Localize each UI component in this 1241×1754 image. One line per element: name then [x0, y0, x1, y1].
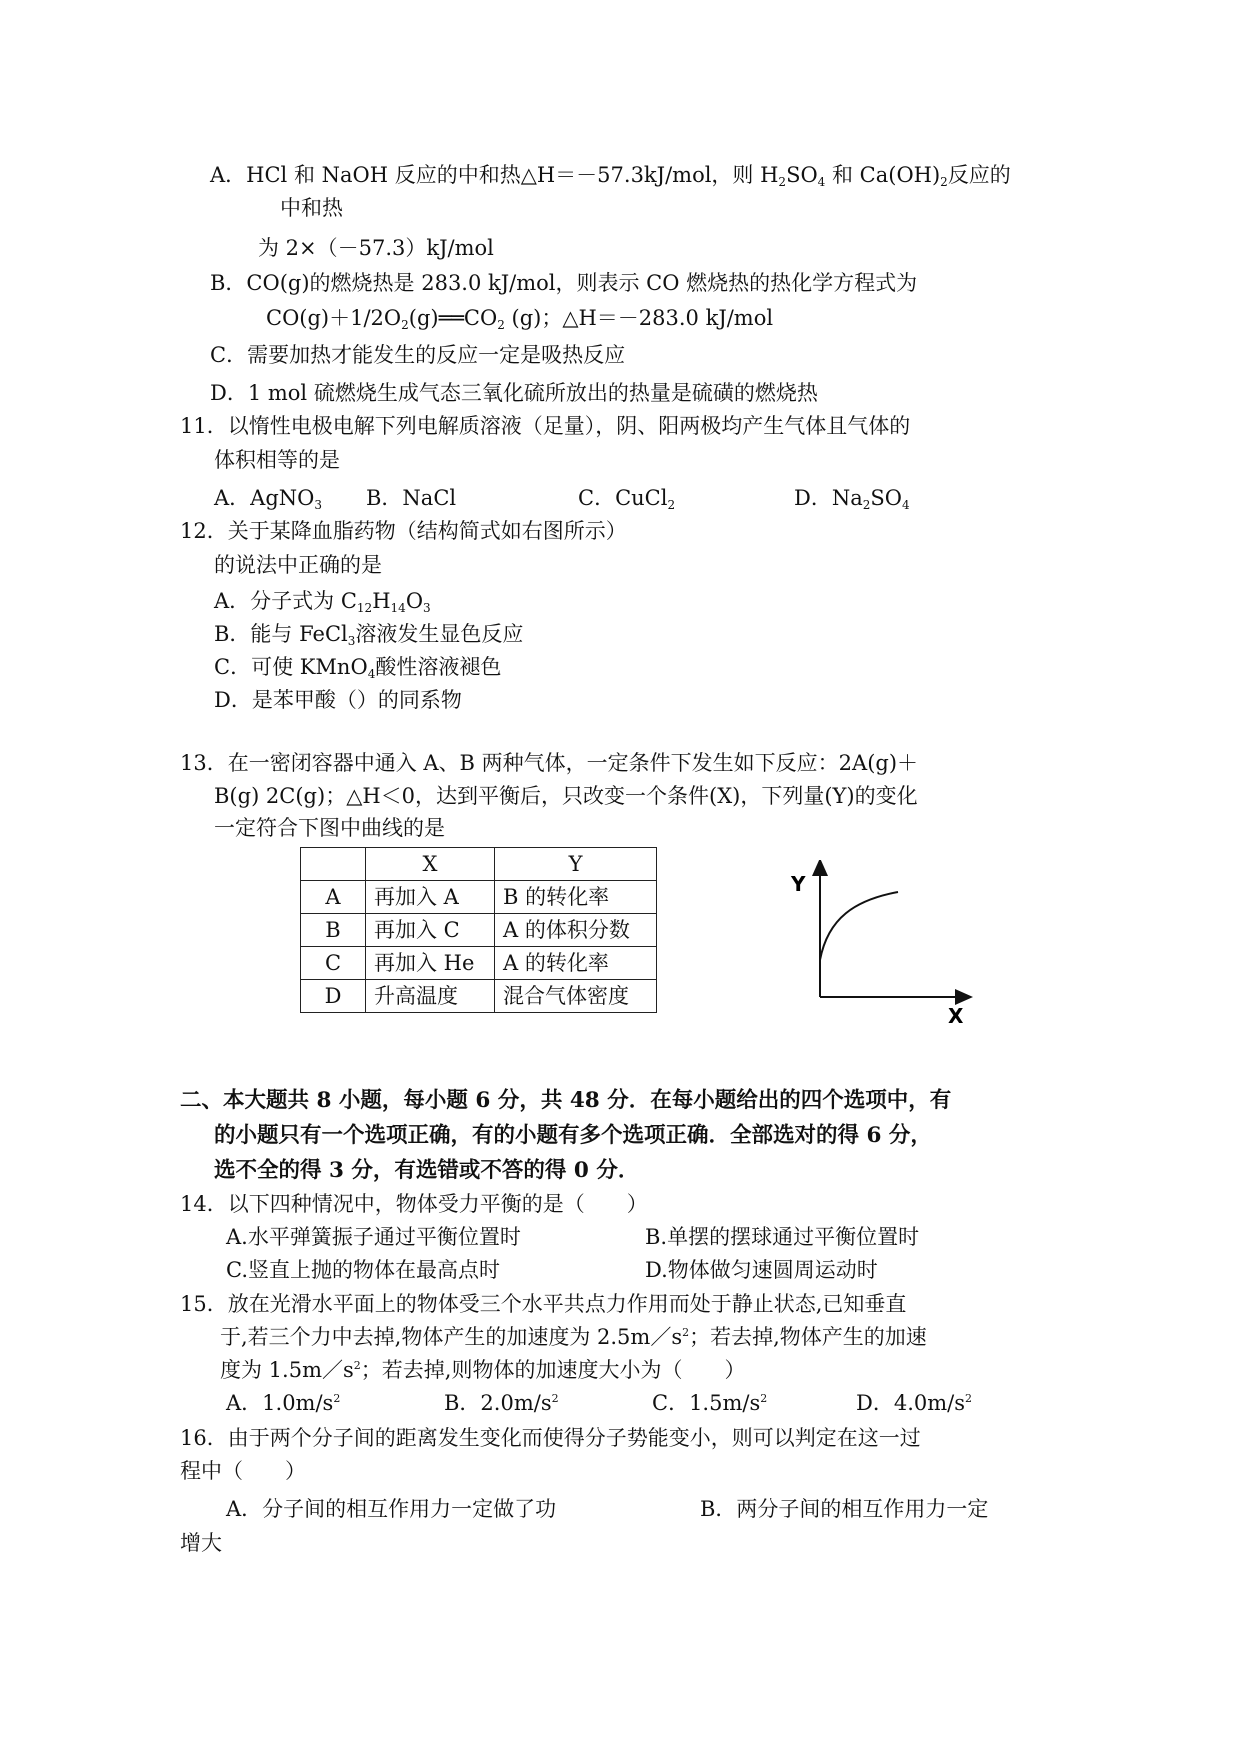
- q11-option-c: C．CuCl$_2$: [578, 486, 676, 512]
- table-cell: 升高温度: [366, 980, 495, 1013]
- y-axis-label: Y: [791, 872, 806, 896]
- q12-stem-line1: 12．关于某降血脂药物（结构简式如右图所示）: [180, 519, 627, 543]
- table-cell: B 的转化率: [495, 881, 657, 914]
- q11-stem-line1: 11．以惰性电极电解下列电解质溶液（足量），阴、阳两极均产生气体且气体的: [180, 414, 911, 438]
- section2-heading-line3: 选不全的得 3 分，有选错或不答的得 0 分．: [214, 1158, 640, 1183]
- q12-option-d: D．是苯甲酸（）的同系物: [214, 688, 462, 712]
- table-cell: 再加入 A: [366, 881, 495, 914]
- q11-option-d: D．$Na_2SO_4$: [794, 486, 910, 512]
- table-header-cell: [301, 848, 366, 881]
- q11-stem-line2: 体积相等的是: [214, 448, 340, 472]
- table-cell: 再加入 C: [366, 914, 495, 947]
- q10-option-b-line1: B．CO(g)的燃烧热是 283.0 kJ/mol，则表示 CO 燃烧热的热化学方程式为: [210, 271, 918, 295]
- table-cell: 再加入 He: [366, 947, 495, 980]
- q14-option-d: D.物体做匀速圆周运动时: [645, 1258, 878, 1282]
- q14-option-a: A.水平弹簧振子通过平衡位置时: [226, 1225, 521, 1249]
- table-row: [301, 914, 657, 947]
- q10-option-a-line1: A．HCl 和 NaOH 反应的中和热△H＝－57.3kJ/mol，则 $H_2SO_4$ 和 $Ca(OH)_2$反应的: [210, 163, 1011, 189]
- table-header-cell: X: [366, 848, 495, 881]
- q13-stem-line3: 一定符合下图中曲线的是: [214, 816, 445, 840]
- section2-heading-line1: 二、本大题共 8 小题，每小题 6 分，共 48 分．在每小题给出的四个选项中，有: [180, 1088, 952, 1113]
- q15-stem-line1: 15．放在光滑水平面上的物体受三个水平共点力作用而处于静止状态,已知垂直: [180, 1292, 907, 1316]
- q13-stem-line2: B(g) 2C(g)；△H＜0，达到平衡后，只改变一个条件(X)，下列量(Y)的变化: [214, 784, 918, 808]
- table-row: [301, 980, 657, 1013]
- table-cell: D: [301, 980, 366, 1013]
- q10-option-b-equation: $CO(g)+1/2O_2(g)══CO_2$ (g)；△H＝－283.0 kJ/mol: [266, 306, 774, 332]
- q10-option-d: D．1 mol 硫燃烧生成气态三氧化硫所放出的热量是硫磺的燃烧热: [210, 381, 818, 405]
- table-header-row: [301, 848, 657, 881]
- q15-option-b: B．$2.0m/s^2$: [444, 1391, 559, 1415]
- q16-option-b-continued: 增大: [180, 1531, 222, 1555]
- q10-option-a-line3: 为 2×（－57.3）kJ/mol: [258, 236, 494, 260]
- table-row: [301, 881, 657, 914]
- q14-option-c: C.竖直上抛的物体在最高点时: [226, 1258, 500, 1282]
- table-cell: 混合气体密度: [495, 980, 657, 1013]
- section2-heading-line2: 的小题只有一个选项正确，有的小题有多个选项正确．全部选对的得 6 分，: [214, 1123, 932, 1148]
- table-cell: A: [301, 881, 366, 914]
- response-curve: [820, 892, 898, 960]
- q15-option-a: A．$1.0m/s^2$: [226, 1391, 341, 1415]
- q16-option-a: A．分子间的相互作用力一定做了功: [226, 1497, 557, 1521]
- q15-stem-line2: 于,若三个力中去掉,物体产生的加速度为 $2.5m/s^2$；若去掉,物体产生的加速: [220, 1325, 927, 1349]
- table-cell: C: [301, 947, 366, 980]
- q10-option-a-line2: 中和热: [280, 196, 343, 220]
- q11-option-b: B．NaCl: [366, 486, 457, 510]
- q16-stem-line1: 16．由于两个分子间的距离发生变化而使得分子势能变小，则可以判定在这一过: [180, 1426, 921, 1450]
- table-cell: A 的体积分数: [495, 914, 657, 947]
- q12-option-c: C．可使 KMnO$_4$酸性溶液褪色: [214, 655, 502, 681]
- x-axis-label: X: [948, 1004, 964, 1028]
- table-row: [301, 947, 657, 980]
- q12-stem-line2: 的说法中正确的是: [214, 553, 382, 577]
- q15-stem-line3: 度为 $1.5m/s^2$；若去掉,则物体的加速度大小为（ ）: [220, 1358, 746, 1382]
- q12-option-a: A．分子式为 $C_{12}H_{14}O_3$: [214, 589, 431, 615]
- q14-option-b: B.单摆的摆球通过平衡位置时: [645, 1225, 920, 1249]
- q13-stem-line1: 13．在一密闭容器中通入 A、B 两种气体，一定条件下发生如下反应：2A(g)＋: [180, 751, 919, 775]
- table-cell: B: [301, 914, 366, 947]
- table-cell: A 的转化率: [495, 947, 657, 980]
- table-header-cell: Y: [495, 848, 657, 881]
- q16-option-b: B．两分子间的相互作用力一定: [700, 1497, 989, 1521]
- q11-option-a: A．AgNO$_3$: [214, 486, 323, 512]
- q12-option-b: B．能与 FeCl$_3$溶液发生显色反应: [214, 622, 524, 648]
- q13-curve-graph: [780, 860, 980, 1030]
- q16-stem-line2: 程中（ ）: [180, 1459, 306, 1483]
- q14-stem: 14．以下四种情况中，物体受力平衡的是（ ）: [180, 1192, 648, 1216]
- q15-option-d: D．$4.0m/s^2$: [856, 1391, 972, 1415]
- q15-option-c: C．$1.5m/s^2$: [652, 1391, 768, 1415]
- q13-options-table: [300, 847, 657, 1013]
- q10-option-c: C．需要加热才能发生的反应一定是吸热反应: [210, 343, 626, 367]
